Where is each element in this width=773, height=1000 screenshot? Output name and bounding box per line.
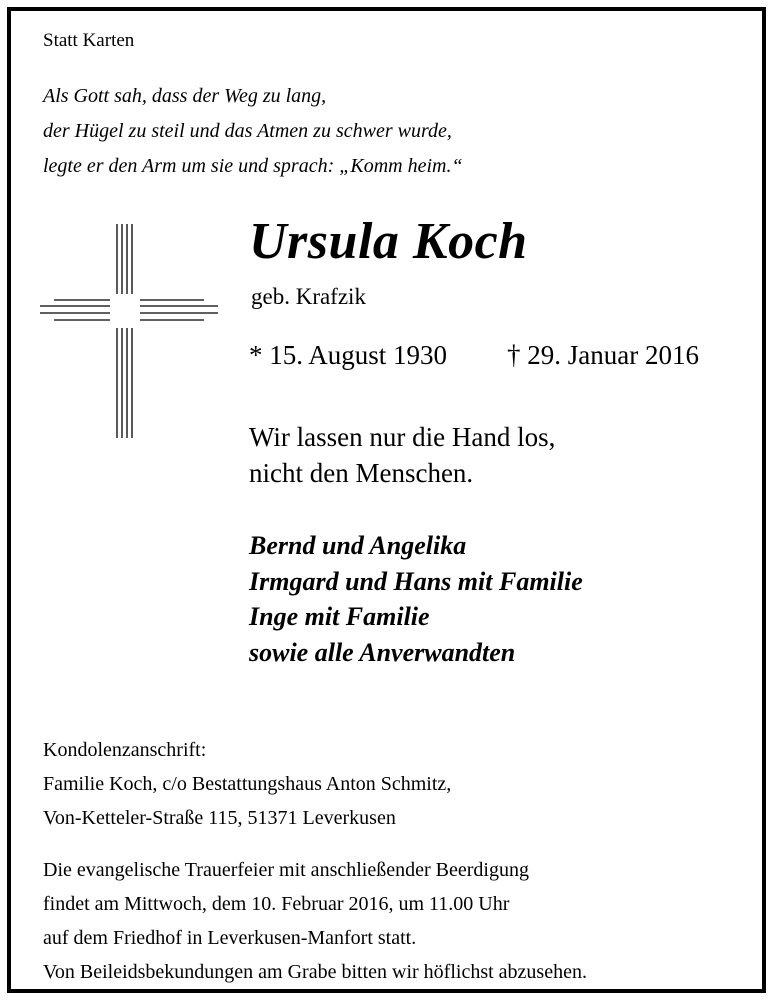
death-date: † 29. Januar 2016 [507,340,699,370]
signers [249,528,583,670]
condolence-address [43,733,451,835]
address-line: Kondolenzanschrift: [43,739,207,761]
address-line: Familie Koch, c/o Bestattungshaus Anton Schmitz, [43,773,452,795]
service-line: Von Beileidsbekundungen am Grabe bitten wir höflichst abzusehen. [43,961,587,983]
service-line: Die evangelische Trauerfeier mit anschließender Beerdigung [43,859,529,881]
deceased-name: Ursula Koch [249,213,528,270]
signer-line: Irmgard und Hans mit Familie [249,566,583,596]
address-line: Von-Ketteler-Straße 115, 51371 Leverkusen [43,807,396,829]
quote-line: Wir lassen nur die Hand los, [249,422,556,452]
cross-icon [38,224,220,440]
maiden-name: geb. Krafzik [251,284,366,309]
quote-line: nicht den Menschen. [249,458,474,488]
poem-line: Als Gott sah, dass der Weg zu lang, [43,85,327,107]
service-line: auf dem Friedhof in Leverkusen-Manfort statt. [43,927,417,949]
poem [43,79,463,184]
signer-line: sowie alle Anverwandten [249,637,516,667]
signer-line: Inge mit Familie [249,602,430,631]
birth-date: * 15. August 1930 [249,340,448,370]
service-line: findet am Mittwoch, dem 10. Februar 2016, um 11.00 Uhr [43,893,510,915]
poem-line: legte er den Arm um sie und sprach: „Komm heim.“ [43,155,463,177]
poem-line: der Hügel zu steil und das Atmen zu schwer wurde, [43,120,452,142]
signer-line: Bernd und Angelika [249,531,467,560]
service-info [43,853,587,989]
quote [249,419,555,491]
intro-text: Statt Karten [43,30,135,51]
